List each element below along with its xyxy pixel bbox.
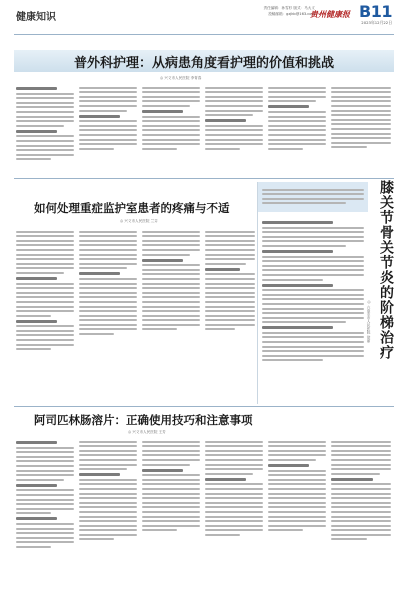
article-3-col-6 — [331, 438, 391, 588]
article-1-byline: ◎ 兴义市人民医院 李青春 — [160, 76, 202, 80]
header-rule — [14, 34, 394, 35]
article-2-col-1 — [16, 228, 74, 403]
article-2-headline: 如何处理重症监护室患者的疼痛与不适 — [34, 201, 230, 215]
page-number: B11 — [359, 2, 392, 21]
divider-vertical — [257, 182, 258, 404]
article-1-col-3 — [142, 84, 200, 176]
divider-article-2 — [14, 406, 394, 407]
article-1-col-5 — [268, 84, 326, 176]
article-3-col-5 — [268, 438, 326, 588]
article-3-col-2 — [79, 438, 137, 588]
article-1-title-bar — [14, 50, 394, 72]
editor-info — [264, 5, 315, 17]
article-3-col-3 — [142, 438, 200, 588]
article-2-byline: ◎ 兴义市人民医院 兰芬 — [120, 219, 158, 223]
section-name: 健康知识 — [16, 12, 56, 23]
article-3-col-1 — [16, 438, 74, 588]
article-1-headline: 普外科护理：从病患角度看护理的价值和挑战 — [73, 55, 334, 71]
article-3-headline: 阿司匹林肠溶片：正确使用技巧和注意事项 — [34, 413, 253, 427]
article-2-col-4 — [205, 228, 255, 403]
article-4-headline: 膝关节骨关节炎的阶梯治疗 — [378, 180, 394, 360]
article-4-body — [262, 218, 364, 403]
article-4-byline: ◎ 六盘水市人民医院 徐丽 — [367, 300, 371, 343]
article-1-col-4 — [205, 84, 263, 176]
article-3-byline: ◎ 兴义市人民医院 王芳 — [128, 430, 166, 434]
article-4-intro — [262, 186, 364, 210]
publication-date: 2023年12月22日 — [361, 20, 392, 25]
editor-line-1: 责任编辑：孙雪杉 版式：马大义 — [263, 6, 315, 10]
article-3-col-4 — [205, 438, 263, 588]
article-1-col-1 — [16, 84, 74, 176]
divider-article-1 — [14, 178, 394, 179]
article-2-col-3 — [142, 228, 200, 403]
article-1-col-2 — [79, 84, 137, 176]
article-2-col-2 — [79, 228, 137, 403]
article-1-col-6 — [331, 84, 391, 176]
editor-line-2: 投稿邮箱：gzjkb@163.com — [268, 12, 315, 16]
masthead: 贵州健康报 — [310, 9, 350, 19]
